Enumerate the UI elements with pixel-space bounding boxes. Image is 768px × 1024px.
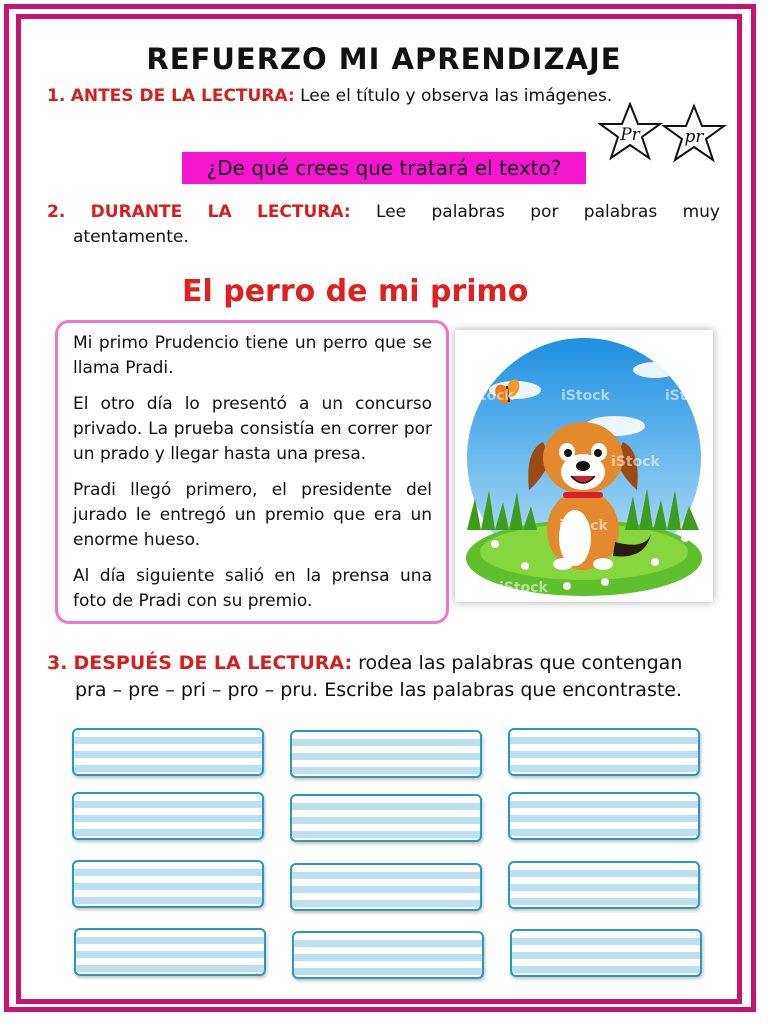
instruction-word: palabras xyxy=(583,202,658,222)
section-instruction-line2: pra – pre – pri – pro – pru. Escribe las palabras que encontraste. xyxy=(75,679,683,701)
dog-picture xyxy=(455,330,713,602)
answer-box[interactable] xyxy=(72,728,264,776)
answer-box[interactable] xyxy=(290,730,482,778)
section-before-reading xyxy=(47,84,687,109)
instruction-word: palabras xyxy=(431,202,505,222)
section-heading-word: LA xyxy=(207,202,232,222)
section-number: 3. xyxy=(47,652,68,674)
section-heading: DESPUÉS DE LA LECTURA: xyxy=(73,652,353,674)
story-paragraph: Mi primo Prudencio tiene un perro que se llama Pradi. xyxy=(73,333,432,378)
section-heading-word: LECTURA: xyxy=(256,202,351,222)
section-number: 1. xyxy=(47,86,66,106)
star-icon xyxy=(600,104,660,158)
answer-box[interactable] xyxy=(74,928,266,976)
star-icon xyxy=(664,106,724,160)
instruction-word: Lee xyxy=(376,202,407,222)
answer-box[interactable] xyxy=(290,794,482,842)
watermark-text: iStock xyxy=(499,580,548,596)
answer-box[interactable] xyxy=(292,931,484,979)
story-paragraph: El otro día lo presentó a un concurso privado. La prueba consistía en correr por un prado y llegar hasta una presa. xyxy=(73,394,432,464)
answer-box[interactable] xyxy=(290,863,482,911)
answer-box[interactable] xyxy=(508,861,700,909)
stars-decoration xyxy=(598,102,728,166)
section-heading: ANTES DE LA LECTURA: xyxy=(70,86,295,106)
section-instruction: rodea las palabras que contengan xyxy=(358,652,683,674)
instruction-word: por xyxy=(530,202,559,222)
section-instruction: Lee el título y observa las imágenes. xyxy=(300,86,613,106)
watermark-text: iStock xyxy=(611,454,660,470)
watermark-text: iStock xyxy=(561,388,610,404)
watermark-text: iStock xyxy=(665,388,713,404)
prediction-question: ¿De qué crees que tratará el texto? xyxy=(182,152,586,184)
page-title: REFUERZO MI APRENDIZAJE xyxy=(146,42,622,76)
star-label: Pr xyxy=(620,125,640,145)
section-during-reading xyxy=(47,200,720,250)
star-label: pr xyxy=(684,127,704,147)
story-text-box xyxy=(55,320,449,624)
dog-illustration xyxy=(455,330,713,602)
watermark-text: iStock xyxy=(465,388,514,404)
story-paragraph: Al día siguiente salió en la prensa una foto de Pradi con su premio. xyxy=(73,566,432,611)
watermark-text: iStock xyxy=(559,518,608,534)
section-heading-word: DURANTE xyxy=(90,202,183,222)
answer-box[interactable] xyxy=(72,792,264,840)
section-after-reading xyxy=(47,650,723,704)
section-number: 2. xyxy=(47,202,66,222)
instruction-line: atentamente. xyxy=(73,227,189,247)
story-title: El perro de mi primo xyxy=(182,274,529,309)
answer-box[interactable] xyxy=(508,728,700,776)
answer-box[interactable] xyxy=(510,929,702,977)
story-paragraph: Pradi llegó primero, el presidente del jurado le entregó un premio que era un enorme hueso. xyxy=(73,480,432,550)
instruction-word: muy xyxy=(682,202,720,222)
answer-box[interactable] xyxy=(508,792,700,840)
answer-box[interactable] xyxy=(72,860,264,908)
